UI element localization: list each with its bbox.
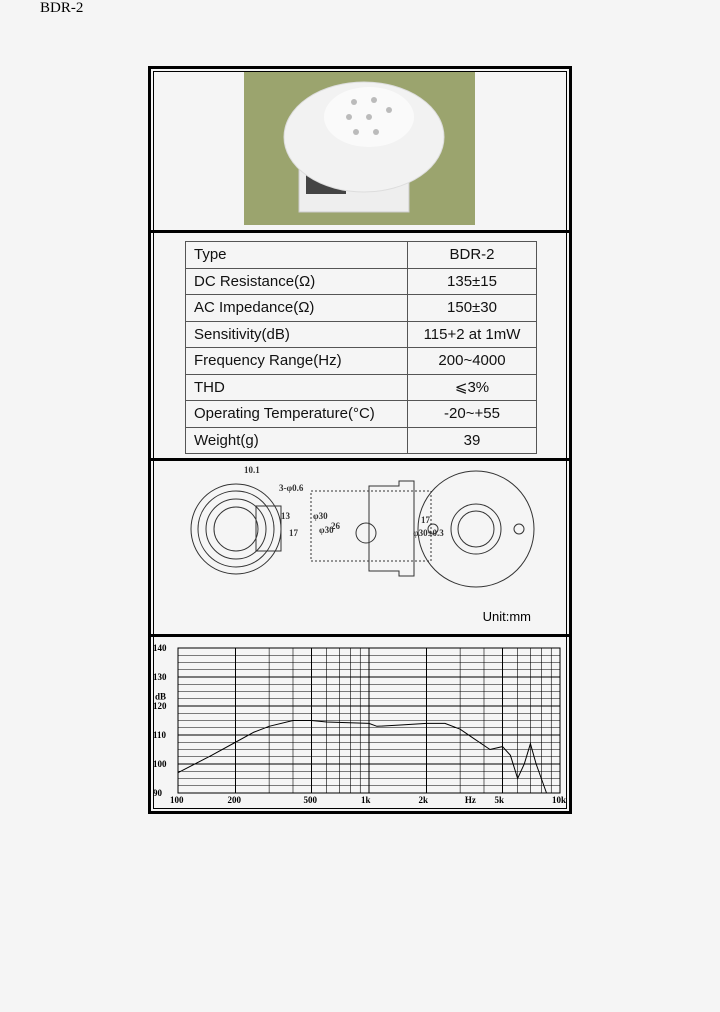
- spec-label: Operating Temperature(°C): [186, 401, 408, 428]
- dim-text: φ30±0.3: [413, 528, 444, 538]
- spec-row: [186, 295, 537, 322]
- spec-label: Weight(g): [186, 427, 408, 454]
- spec-row: [186, 374, 537, 401]
- y-tick-label: 130: [153, 672, 167, 682]
- photo-section: [151, 69, 569, 233]
- dim-text: 13: [281, 511, 290, 521]
- spec-value: 200~4000: [408, 348, 537, 375]
- spec-section: [151, 233, 569, 461]
- x-tick-label: 10k: [552, 795, 567, 805]
- product-photo: [244, 72, 475, 225]
- x-tick-label: 100: [170, 795, 184, 805]
- spec-value: -20~+55: [408, 401, 537, 428]
- y-tick-label: 90: [153, 788, 162, 798]
- datasheet-frame: [148, 66, 572, 814]
- x-tick-label: 500: [303, 795, 318, 805]
- spec-value: ⩽3%: [408, 374, 537, 401]
- drawing-section: [151, 461, 569, 637]
- spec-label: THD: [186, 374, 408, 401]
- x-tick-label: Hz: [464, 795, 476, 805]
- spec-label: Frequency Range(Hz): [186, 348, 408, 375]
- dim-text: φ30: [319, 525, 334, 535]
- y-tick-label: 140: [153, 643, 167, 653]
- spec-row: [186, 348, 537, 375]
- dim-text: 17: [421, 515, 430, 525]
- x-tick-label: 1k: [361, 795, 371, 805]
- dim-text: 10.1: [244, 465, 260, 475]
- spec-label: DC Resistance(Ω): [186, 268, 408, 295]
- speaker-image: [244, 72, 475, 225]
- unit-label: Unit:mm: [482, 609, 531, 624]
- spec-row: [186, 242, 537, 269]
- document-title: BDR-2: [40, 0, 84, 16]
- y-tick-label: 110: [153, 730, 167, 740]
- spec-value: 115+2 at 1mW: [408, 321, 537, 348]
- spec-row: [186, 321, 537, 348]
- y-tick-label: 100: [153, 759, 167, 769]
- frequency-response-chart: [151, 637, 569, 811]
- spec-row: [186, 427, 537, 454]
- chart-section: [151, 637, 569, 811]
- spec-row: [186, 268, 537, 295]
- x-tick-label: 200: [227, 795, 241, 805]
- spec-value: 39: [408, 427, 537, 454]
- dim-text: 17: [289, 528, 298, 538]
- spec-value: 135±15: [408, 268, 537, 295]
- spec-row: [186, 401, 537, 428]
- spec-label: AC Impedance(Ω): [186, 295, 408, 322]
- y-tick-label: 120: [153, 701, 167, 711]
- front-view: [191, 484, 281, 574]
- spec-table: [185, 241, 537, 454]
- y-axis-label: dB: [155, 691, 167, 702]
- spec-value: BDR-2: [408, 242, 537, 269]
- x-tick-label: 2k: [418, 795, 429, 805]
- dim-text: φ30: [313, 511, 328, 521]
- dim-text: 3-φ0.6: [279, 483, 304, 493]
- spec-label: Type: [186, 242, 408, 269]
- x-tick-label: 5k: [494, 795, 505, 805]
- spec-value: 150±30: [408, 295, 537, 322]
- spec-label: Sensitivity(dB): [186, 321, 408, 348]
- dim-text: 26: [331, 521, 340, 531]
